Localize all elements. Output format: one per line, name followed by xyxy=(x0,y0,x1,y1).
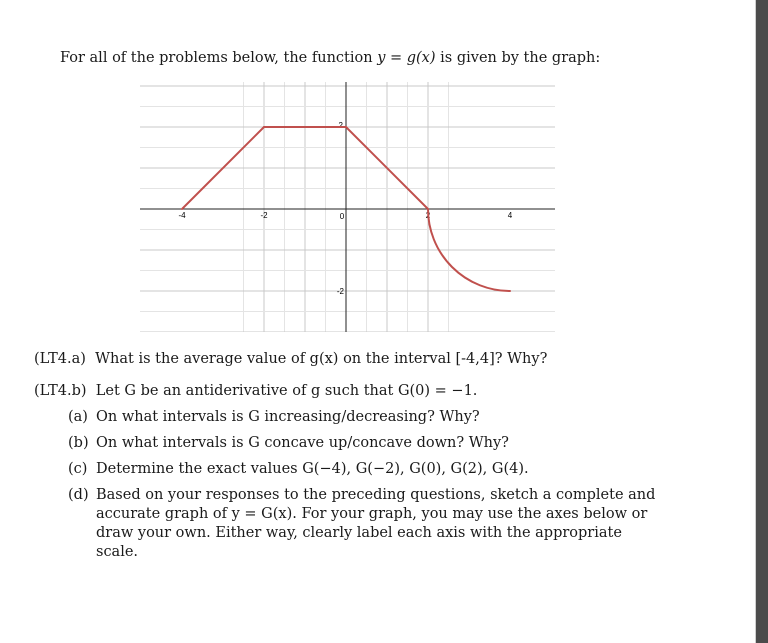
intro-math: y = g(x) xyxy=(377,50,436,66)
question-lt4a: (LT4.a) What is the average value of g(x) on the interval [-4,4]? Why? xyxy=(34,351,548,367)
window-side-bar xyxy=(756,0,768,643)
x-tick-label: 4 xyxy=(507,211,513,220)
x-tick-label: 0 xyxy=(339,212,345,221)
x-tick-label: -4 xyxy=(178,211,186,220)
y-tick-label: 2 xyxy=(338,121,343,130)
intro-text: For all of the problems below, the function y = g(x) is given by the graph: xyxy=(60,50,601,66)
question-lt4b: (LT4.b) Let G be an antiderivative of g such that G(0) = −1. xyxy=(34,383,478,399)
subquestion-a: (a) On what intervals is G increasing/decreasing? Why? xyxy=(68,409,480,425)
subquestion-d: (d) Based on your responses to the preceding questions, sketch a complete and accurate graph of y = G(x). For your graph, you may use the axes below or draw your own. Either way, clearly label each axis with the appropriate scale. xyxy=(68,487,656,560)
graph-grid xyxy=(140,82,555,332)
y-tick-label: -2 xyxy=(336,287,344,296)
x-tick-label: 2 xyxy=(425,211,431,220)
graph-axes xyxy=(140,82,555,332)
subquestion-c: (c) Determine the exact values G(−4), G(−2), G(0), G(2), G(4). xyxy=(68,461,529,477)
subquestion-b: (b) On what intervals is G concave up/concave down? Why? xyxy=(68,435,509,451)
x-tick-label: -2 xyxy=(260,211,268,220)
function-graph xyxy=(140,82,555,332)
